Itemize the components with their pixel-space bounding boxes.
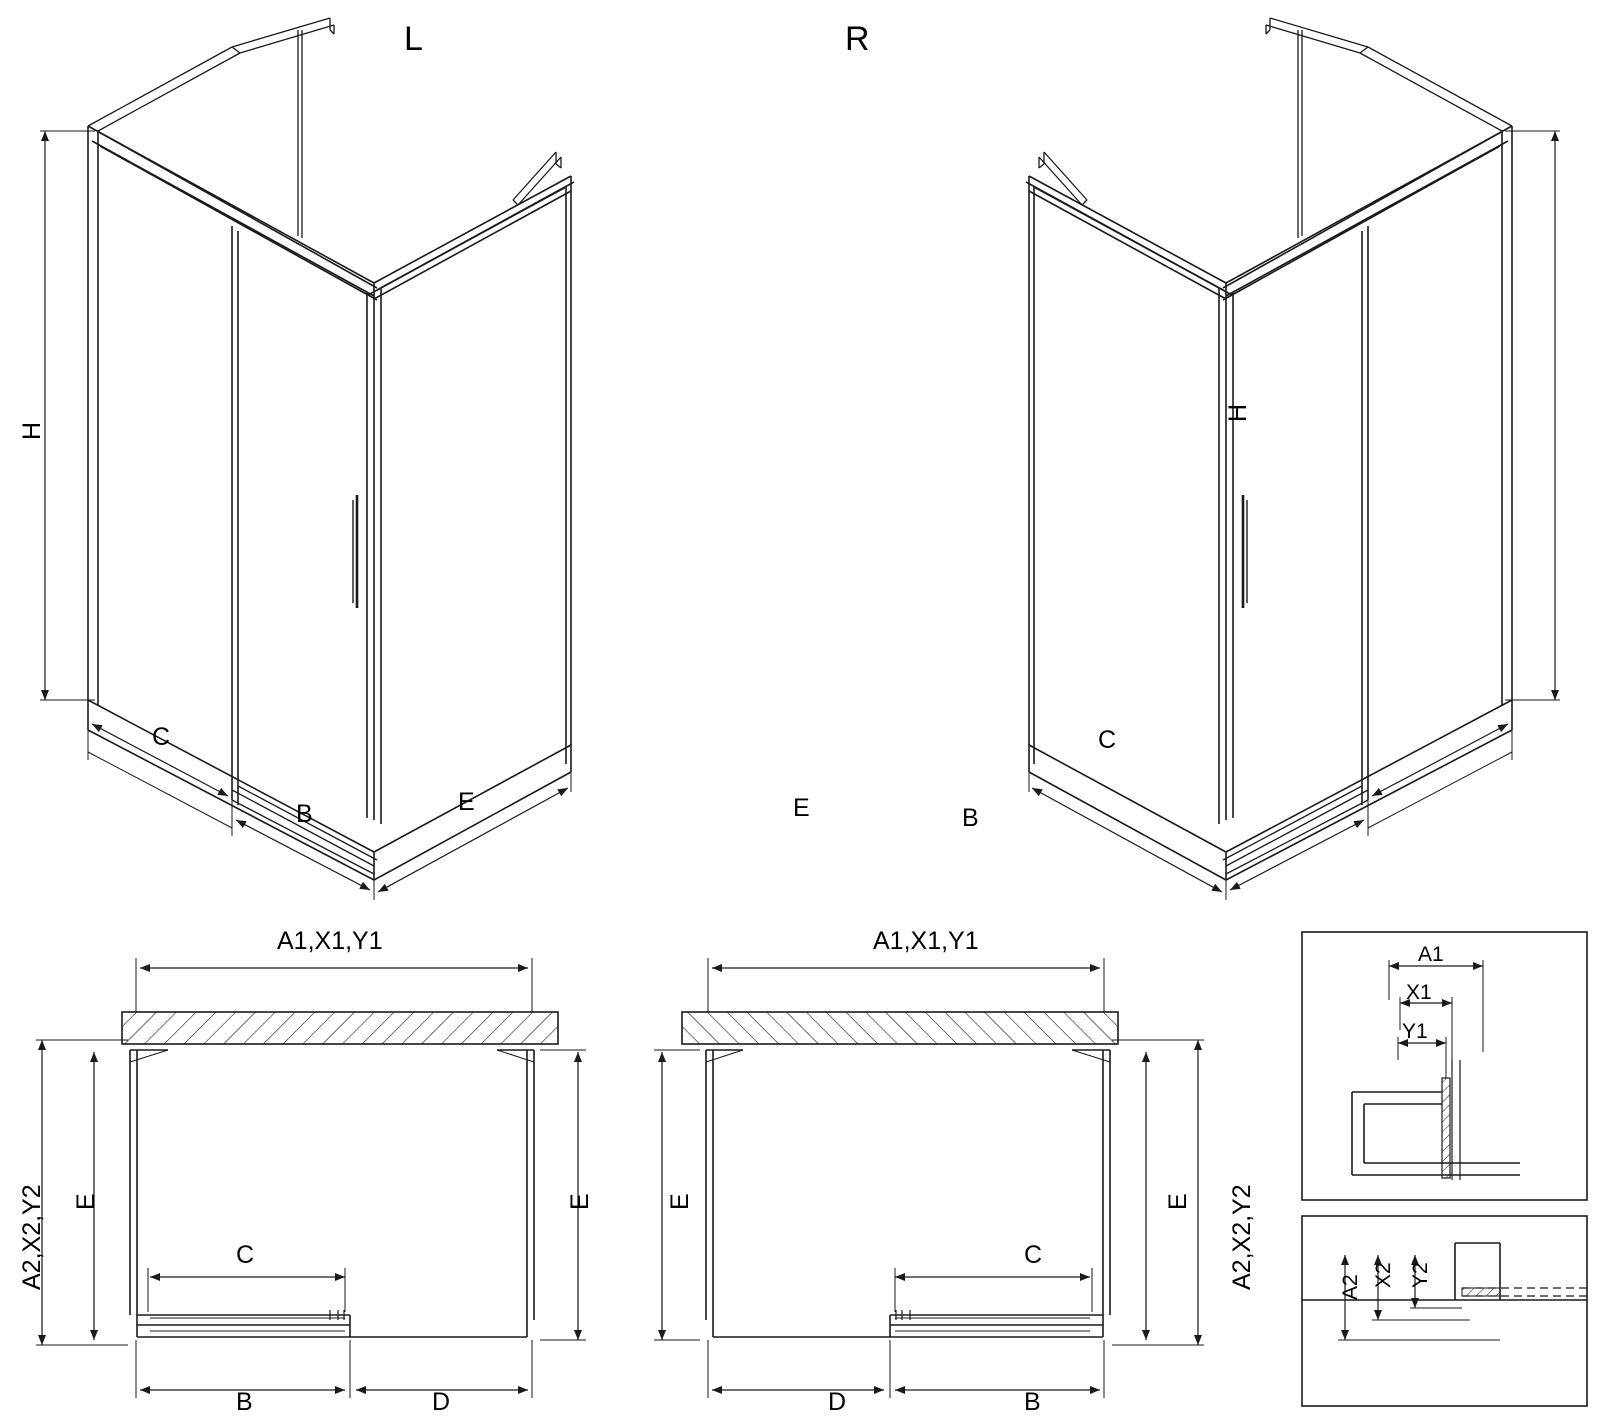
plan-left-side-dim: A2,X2,Y2 bbox=[18, 1184, 46, 1290]
detail-view-bottom bbox=[1302, 1216, 1587, 1406]
iso-view-right bbox=[1026, 18, 1560, 900]
iso-right-h-label: H bbox=[1224, 403, 1252, 422]
plan-right-c-label: C bbox=[1024, 1241, 1043, 1269]
detail-top-x1-label: X1 bbox=[1406, 981, 1432, 1004]
plan-right-d-label: D bbox=[828, 1388, 847, 1416]
plan-right-e-left: E bbox=[666, 1193, 694, 1210]
detail-bottom-a2-label: A2 bbox=[1339, 1274, 1362, 1300]
plan-right-top-dim: A1,X1,Y1 bbox=[873, 927, 979, 955]
detail-bottom-x2-label: X2 bbox=[1372, 1262, 1395, 1288]
detail-view-top bbox=[1302, 932, 1587, 1200]
plan-left-c-label: C bbox=[236, 1241, 255, 1269]
iso-left-e-label: E bbox=[458, 788, 475, 816]
plan-left-e-left: E bbox=[72, 1193, 100, 1210]
iso-left-h-label: H bbox=[18, 421, 46, 440]
iso-left-c-label: C bbox=[152, 723, 171, 751]
detail-top-y1-label: Y1 bbox=[1402, 1020, 1428, 1043]
plan-view-left bbox=[36, 958, 586, 1398]
plan-left-e-right: E bbox=[566, 1193, 594, 1210]
detail-top-a1-label: A1 bbox=[1418, 943, 1444, 966]
plan-left-d-label: D bbox=[432, 1388, 451, 1416]
iso-left-b-label: B bbox=[296, 800, 313, 828]
plan-right-side-dim: A2,X2,Y2 bbox=[1228, 1184, 1256, 1290]
iso-left-title: L bbox=[404, 20, 423, 58]
plan-right-b-label: B bbox=[1024, 1388, 1041, 1416]
plan-left-b-label: B bbox=[236, 1388, 253, 1416]
iso-right-b-label: B bbox=[962, 804, 979, 832]
detail-bottom-y2-label: Y2 bbox=[1409, 1262, 1432, 1288]
iso-right-c-label: C bbox=[1098, 726, 1117, 754]
iso-right-e-label: E bbox=[793, 794, 810, 822]
iso-view-left bbox=[40, 18, 574, 900]
iso-right-title: R bbox=[845, 20, 870, 58]
plan-left-top-dim: A1,X1,Y1 bbox=[277, 927, 383, 955]
plan-view-right bbox=[654, 958, 1204, 1398]
plan-right-e-right: E bbox=[1164, 1193, 1192, 1210]
